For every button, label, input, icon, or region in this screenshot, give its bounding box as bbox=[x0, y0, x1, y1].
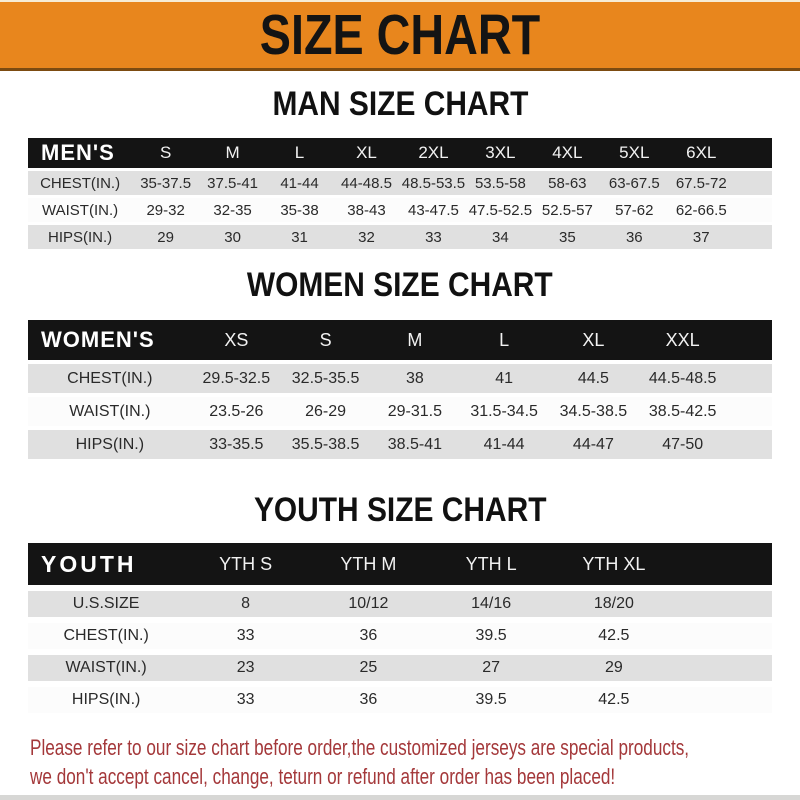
table-row bbox=[28, 430, 772, 459]
size-value-cell: 33 bbox=[184, 687, 307, 713]
size-value-cell: 36 bbox=[307, 623, 430, 649]
size-value-cell: 48.5-53.5 bbox=[400, 171, 467, 195]
table-header-row bbox=[28, 138, 772, 168]
table-row bbox=[28, 198, 772, 222]
size-value-cell: 25 bbox=[307, 655, 430, 681]
row-label: HIPS(IN.) bbox=[28, 430, 192, 459]
size-value-cell: 43-47.5 bbox=[400, 198, 467, 222]
row-label: CHEST(IN.) bbox=[28, 364, 192, 393]
spacer-cell bbox=[675, 543, 772, 585]
size-value-cell: 37 bbox=[668, 225, 735, 249]
size-column-header: S bbox=[281, 320, 370, 360]
table-row bbox=[28, 655, 772, 681]
youth-size-table bbox=[28, 537, 772, 719]
size-column-header: M bbox=[370, 320, 459, 360]
man-section-title: MAN SIZE CHART bbox=[272, 85, 528, 123]
size-value-cell: 29-31.5 bbox=[370, 397, 459, 426]
size-value-cell: 44-48.5 bbox=[333, 171, 400, 195]
size-chart-banner bbox=[0, 0, 800, 71]
table-row bbox=[28, 397, 772, 426]
size-value-cell: 35-37.5 bbox=[132, 171, 199, 195]
table-header-row bbox=[28, 320, 772, 360]
size-value-cell: 14/16 bbox=[430, 591, 553, 617]
size-value-cell: 44.5-48.5 bbox=[638, 364, 727, 393]
size-value-cell: 29 bbox=[552, 655, 675, 681]
row-label: WAIST(IN.) bbox=[28, 198, 132, 222]
spacer-cell bbox=[735, 198, 772, 222]
size-value-cell: 38.5-42.5 bbox=[638, 397, 727, 426]
size-value-cell: 53.5-58 bbox=[467, 171, 534, 195]
bottom-edge-strip bbox=[0, 795, 800, 800]
size-column-header: YTH M bbox=[307, 543, 430, 585]
size-value-cell: 33 bbox=[400, 225, 467, 249]
size-value-cell: 42.5 bbox=[552, 623, 675, 649]
size-column-header: YTH L bbox=[430, 543, 553, 585]
table-row bbox=[28, 225, 772, 249]
size-value-cell: 31.5-34.5 bbox=[459, 397, 548, 426]
spacer-cell bbox=[735, 225, 772, 249]
size-value-cell: 42.5 bbox=[552, 687, 675, 713]
size-column-header: M bbox=[199, 138, 266, 168]
size-value-cell: 58-63 bbox=[534, 171, 601, 195]
size-value-cell: 34.5-38.5 bbox=[549, 397, 638, 426]
spacer-cell bbox=[727, 397, 772, 426]
size-value-cell: 29-32 bbox=[132, 198, 199, 222]
row-label: HIPS(IN.) bbox=[28, 687, 184, 713]
row-label: HIPS(IN.) bbox=[28, 225, 132, 249]
spacer-cell bbox=[735, 138, 772, 168]
size-value-cell: 38 bbox=[370, 364, 459, 393]
size-value-cell: 39.5 bbox=[430, 623, 553, 649]
size-value-cell: 41 bbox=[459, 364, 548, 393]
size-value-cell: 34 bbox=[467, 225, 534, 249]
size-value-cell: 32 bbox=[333, 225, 400, 249]
women-size-table bbox=[28, 316, 772, 463]
size-value-cell: 23.5-26 bbox=[192, 397, 281, 426]
size-value-cell: 41-44 bbox=[266, 171, 333, 195]
size-column-header: YTH XL bbox=[552, 543, 675, 585]
size-column-header: XS bbox=[192, 320, 281, 360]
size-column-header: 4XL bbox=[534, 138, 601, 168]
size-value-cell: 30 bbox=[199, 225, 266, 249]
size-value-cell: 23 bbox=[184, 655, 307, 681]
spacer-cell bbox=[675, 655, 772, 681]
size-column-header: XL bbox=[333, 138, 400, 168]
disclaimer-line-2: we don't accept cancel, change, teturn or refund after order has been placed! bbox=[30, 764, 616, 789]
spacer-cell bbox=[675, 687, 772, 713]
row-label: U.S.SIZE bbox=[28, 591, 184, 617]
size-value-cell: 26-29 bbox=[281, 397, 370, 426]
disclaimer bbox=[0, 733, 800, 791]
size-value-cell: 39.5 bbox=[430, 687, 553, 713]
spacer-cell bbox=[727, 364, 772, 393]
size-value-cell: 44-47 bbox=[549, 430, 638, 459]
size-value-cell: 18/20 bbox=[552, 591, 675, 617]
size-value-cell: 35 bbox=[534, 225, 601, 249]
size-value-cell: 33-35.5 bbox=[192, 430, 281, 459]
table-row bbox=[28, 364, 772, 393]
row-label: CHEST(IN.) bbox=[28, 171, 132, 195]
table-row bbox=[28, 171, 772, 195]
size-value-cell: 29 bbox=[132, 225, 199, 249]
size-value-cell: 36 bbox=[601, 225, 668, 249]
row-label: WAIST(IN.) bbox=[28, 655, 184, 681]
man-section-title-wrap bbox=[0, 87, 800, 121]
size-column-header: YTH S bbox=[184, 543, 307, 585]
table-row bbox=[28, 623, 772, 649]
table-row bbox=[28, 591, 772, 617]
women-section-title-wrap bbox=[0, 268, 800, 302]
size-value-cell: 35-38 bbox=[266, 198, 333, 222]
size-value-cell: 63-67.5 bbox=[601, 171, 668, 195]
size-value-cell: 41-44 bbox=[459, 430, 548, 459]
size-value-cell: 62-66.5 bbox=[668, 198, 735, 222]
row-label: CHEST(IN.) bbox=[28, 623, 184, 649]
size-column-header: 3XL bbox=[467, 138, 534, 168]
size-value-cell: 32-35 bbox=[199, 198, 266, 222]
size-column-header: L bbox=[266, 138, 333, 168]
size-column-header: 5XL bbox=[601, 138, 668, 168]
disclaimer-line-1: Please refer to our size chart before order,the customized jerseys are special products, bbox=[30, 735, 690, 760]
size-value-cell: 57-62 bbox=[601, 198, 668, 222]
table-title-cell: MEN'S bbox=[28, 138, 132, 168]
size-value-cell: 38.5-41 bbox=[370, 430, 459, 459]
table-title-cell: WOMEN'S bbox=[28, 320, 192, 360]
table-title-cell: YOUTH bbox=[28, 543, 184, 585]
size-value-cell: 33 bbox=[184, 623, 307, 649]
size-value-cell: 27 bbox=[430, 655, 553, 681]
spacer-cell bbox=[735, 171, 772, 195]
men-size-table bbox=[28, 135, 772, 252]
spacer-cell bbox=[727, 320, 772, 360]
size-column-header: L bbox=[459, 320, 548, 360]
women-section-title: WOMEN SIZE CHART bbox=[247, 266, 553, 304]
table-header-row bbox=[28, 543, 772, 585]
size-column-header: 6XL bbox=[668, 138, 735, 168]
size-value-cell: 32.5-35.5 bbox=[281, 364, 370, 393]
size-value-cell: 35.5-38.5 bbox=[281, 430, 370, 459]
youth-section-title: YOUTH SIZE CHART bbox=[253, 491, 547, 529]
size-value-cell: 52.5-57 bbox=[534, 198, 601, 222]
youth-section-title-wrap bbox=[0, 493, 800, 527]
spacer-cell bbox=[727, 430, 772, 459]
size-column-header: S bbox=[132, 138, 199, 168]
banner-title: SIZE CHART bbox=[259, 2, 541, 67]
size-column-header: XL bbox=[549, 320, 638, 360]
row-label: WAIST(IN.) bbox=[28, 397, 192, 426]
size-column-header: 2XL bbox=[400, 138, 467, 168]
size-column-header: XXL bbox=[638, 320, 727, 360]
size-value-cell: 47.5-52.5 bbox=[467, 198, 534, 222]
size-value-cell: 10/12 bbox=[307, 591, 430, 617]
spacer-cell bbox=[675, 591, 772, 617]
size-value-cell: 38-43 bbox=[333, 198, 400, 222]
size-value-cell: 8 bbox=[184, 591, 307, 617]
table-row bbox=[28, 687, 772, 713]
size-value-cell: 37.5-41 bbox=[199, 171, 266, 195]
spacer-cell bbox=[675, 623, 772, 649]
size-value-cell: 36 bbox=[307, 687, 430, 713]
size-value-cell: 44.5 bbox=[549, 364, 638, 393]
size-value-cell: 47-50 bbox=[638, 430, 727, 459]
size-value-cell: 67.5-72 bbox=[668, 171, 735, 195]
size-value-cell: 31 bbox=[266, 225, 333, 249]
size-value-cell: 29.5-32.5 bbox=[192, 364, 281, 393]
